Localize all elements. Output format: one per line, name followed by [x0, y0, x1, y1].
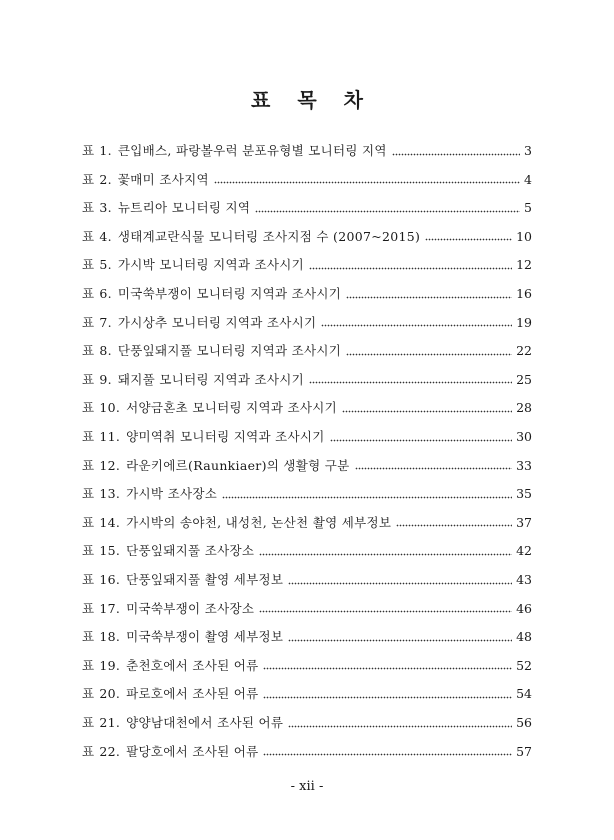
toc-entry[interactable] [82, 140, 532, 162]
page-title: 표 목 차 [251, 88, 373, 112]
toc-entry-label [82, 397, 337, 419]
toc-entry-prefix: 표 [82, 572, 95, 587]
toc-entry-prefix: 표 [82, 200, 95, 216]
toc-entry-title: 팔당호에서 조사된 어류 [126, 743, 259, 759]
toc-entry-label [82, 197, 250, 219]
toc-entry-label [82, 741, 258, 763]
toc-entry-title: 미국쑥부쟁이 촬영 세부정보 [126, 629, 284, 645]
toc-entry-label [82, 169, 209, 191]
toc-entry-number: 14. [99, 514, 121, 530]
toc-entry-page: 42 [516, 543, 532, 559]
toc-entry-prefix: 표 [82, 143, 95, 158]
toc-entry-prefix: 표 [82, 257, 95, 273]
toc-dot-leader [396, 522, 512, 530]
toc-entry-title: 가시박 모니터링 지역과 조사시기 [117, 257, 304, 273]
toc-dot-leader [392, 150, 520, 158]
toc-entry-number: 10. [99, 400, 121, 416]
toc-entry-prefix: 표 [82, 228, 95, 244]
toc-entry-page: 48 [516, 629, 532, 645]
toc-entry-page: 30 [516, 429, 532, 444]
toc-dot-leader [263, 693, 512, 701]
toc-entry[interactable] [82, 540, 532, 562]
toc-entry-prefix: 표 [82, 629, 95, 645]
toc-entry-number: 3. [99, 200, 112, 216]
toc-entry-label [82, 455, 350, 477]
toc-entry[interactable] [82, 254, 532, 276]
toc-entry-page: 28 [516, 400, 532, 416]
toc-dot-leader [346, 350, 512, 358]
toc-dot-leader [342, 407, 512, 415]
toc-dot-leader [309, 264, 512, 272]
toc-entry-number: 11. [99, 429, 121, 444]
toc-entry-page: 35 [516, 486, 532, 502]
toc-entry-prefix: 표 [82, 715, 95, 730]
toc-entry-number: 9. [99, 371, 112, 387]
toc-entry-title: 서양금혼초 모니터링 지역과 조사시기 [126, 400, 337, 416]
toc-entry-prefix: 표 [82, 400, 95, 416]
toc-dot-leader [355, 465, 513, 473]
toc-entry-prefix: 표 [82, 314, 95, 330]
toc-entry-page: 43 [516, 572, 532, 587]
toc-entry-label [82, 312, 316, 334]
toc-entry[interactable] [82, 226, 532, 248]
toc-entry-label [82, 655, 258, 677]
toc-entry-label [82, 683, 258, 705]
toc-entry-title: 생태계교란식물 모니터링 조사지점 수 (2007~2015) [117, 228, 421, 244]
toc-entry-page: 52 [516, 657, 532, 673]
toc-entry[interactable] [82, 312, 532, 334]
toc-dot-leader [288, 636, 512, 644]
toc-entry-number: 16. [99, 572, 121, 587]
toc-entry-title: 파로호에서 조사된 어류 [126, 686, 259, 702]
toc-entry-page: 22 [516, 343, 532, 359]
toc-entry-title: 춘천호에서 조사된 어류 [126, 657, 259, 673]
toc-entry-label [82, 340, 341, 362]
toc-entry[interactable] [82, 426, 532, 448]
toc-entry[interactable] [82, 455, 532, 477]
toc-entry-prefix: 표 [82, 514, 95, 530]
toc-entry[interactable] [82, 397, 532, 419]
toc-entry-label [82, 369, 304, 391]
toc-entry-number: 5. [99, 257, 112, 273]
toc-entry-prefix: 표 [82, 343, 95, 359]
toc-entry-page: 37 [516, 514, 532, 530]
toc-entry-number: 8. [99, 343, 112, 359]
toc-entry-number: 21. [99, 715, 121, 730]
toc-dot-leader [255, 207, 520, 215]
toc-entry-page: 4 [524, 171, 532, 187]
toc-dot-leader [259, 608, 512, 616]
toc-entry-prefix: 표 [82, 286, 95, 301]
toc-entry[interactable] [82, 626, 532, 648]
toc-dot-leader [214, 179, 520, 187]
toc-entry[interactable] [82, 169, 532, 191]
toc-entry-label [82, 512, 391, 534]
toc-entry-label [82, 426, 325, 448]
toc-entry[interactable] [82, 683, 532, 705]
toc-entry-title: 돼지풀 모니터링 지역과 조사시기 [117, 371, 304, 387]
toc-entry[interactable] [82, 197, 532, 219]
toc-entry-prefix: 표 [82, 657, 95, 673]
toc-entry-number: 1. [99, 143, 112, 158]
toc-entry-label [82, 254, 304, 276]
toc-entry-prefix: 표 [82, 371, 95, 387]
toc-entry-prefix: 표 [82, 543, 95, 559]
toc-entry-number: 22. [99, 743, 121, 759]
toc-entry-page: 16 [516, 286, 532, 301]
toc-dot-leader [425, 236, 512, 244]
toc-entry-number: 4. [99, 228, 112, 244]
toc-entry-number: 19. [99, 657, 121, 673]
toc-entry[interactable] [82, 569, 532, 591]
toc-entry-number: 6. [99, 286, 112, 301]
toc-entry[interactable] [82, 741, 532, 763]
toc-entry-number: 15. [99, 543, 121, 559]
toc-entry-title: 라운키에르(Raunkiaer)의 생활형 구분 [126, 457, 350, 473]
toc-entry-number: 20. [99, 686, 121, 702]
toc-entry-prefix: 표 [82, 429, 95, 444]
toc-dot-leader [288, 579, 512, 587]
toc-entry-page: 56 [516, 715, 532, 730]
toc-entry-page: 19 [516, 314, 532, 330]
toc-entry[interactable] [82, 512, 532, 534]
toc-entry-prefix: 표 [82, 600, 95, 616]
toc-entry-page: 57 [516, 743, 532, 759]
toc-entry-prefix: 표 [82, 457, 95, 473]
toc-entry-title: 단풍잎돼지풀 조사장소 [126, 543, 255, 559]
toc-entry[interactable] [82, 340, 532, 362]
toc-entry-page: 54 [516, 686, 532, 702]
toc-entry-number: 2. [99, 171, 112, 187]
toc-dot-leader [346, 293, 512, 301]
toc-entry[interactable] [82, 598, 532, 620]
toc-dot-leader [309, 379, 512, 387]
toc-entry-title: 가시박의 송야천, 내성천, 논산천 촬영 세부정보 [126, 514, 392, 530]
toc-entry-page: 46 [516, 600, 532, 616]
toc-entry-number: 13. [99, 486, 121, 502]
toc-entry-title: 단풍잎돼지풀 촬영 세부정보 [126, 572, 284, 587]
toc-entry-label [82, 598, 254, 620]
toc-entry-label [82, 540, 254, 562]
toc-entry-title: 미국쑥부쟁이 조사장소 [126, 600, 255, 616]
toc-dot-leader [263, 751, 512, 759]
toc-entry-number: 18. [99, 629, 121, 645]
toc-entry-title: 양양남대천에서 조사된 어류 [126, 715, 284, 730]
toc-entry-label [82, 712, 283, 734]
toc-entry-label [82, 569, 283, 591]
toc-entry-label [82, 626, 283, 648]
toc-entry-label [82, 283, 341, 305]
toc-entry-page: 3 [524, 143, 532, 158]
toc-entry[interactable] [82, 483, 532, 505]
toc-entry-number: 17. [99, 600, 121, 616]
toc-entry-title: 단풍잎돼지풀 모니터링 지역과 조사시기 [117, 343, 342, 359]
toc-entry-title: 미국쑥부쟁이 모니터링 지역과 조사시기 [117, 286, 342, 301]
toc-entry-label [82, 140, 387, 162]
toc-entry[interactable] [82, 369, 532, 391]
toc-entry-prefix: 표 [82, 743, 95, 759]
toc-entry[interactable] [82, 655, 532, 677]
toc-entry-prefix: 표 [82, 486, 95, 502]
toc-dot-leader [288, 722, 512, 730]
toc-dot-leader [222, 493, 512, 501]
toc-entry-page: 12 [516, 257, 532, 273]
toc-entry-page: 25 [516, 371, 532, 387]
toc-entry-number: 12. [99, 457, 121, 473]
toc-entry[interactable] [82, 712, 532, 734]
toc-entry-title: 가시상추 모니터링 지역과 조사시기 [117, 314, 317, 330]
toc-entry-title: 가시박 조사장소 [126, 486, 218, 502]
toc-dot-leader [321, 322, 512, 330]
toc-entry-prefix: 표 [82, 686, 95, 702]
toc-entry-prefix: 표 [82, 171, 95, 187]
toc-entry-number: 7. [99, 314, 112, 330]
toc-entry-label [82, 226, 420, 248]
toc-entry-page: 10 [516, 228, 532, 244]
toc-entry-page: 5 [524, 200, 532, 216]
toc-entry[interactable] [82, 283, 532, 305]
toc-dot-leader [263, 665, 512, 673]
toc-entry-label [82, 483, 217, 505]
toc-entry-title: 양미역취 모니터링 지역과 조사시기 [126, 429, 325, 444]
page-number: - xii - [290, 779, 324, 794]
toc-entry-page: 33 [516, 457, 532, 473]
toc-dot-leader [330, 436, 512, 444]
toc-entry-title: 뉴트리아 모니터링 지역 [117, 200, 251, 216]
toc-entry-title: 꽃매미 조사지역 [117, 171, 209, 187]
toc-dot-leader [259, 550, 512, 558]
toc-entry-title: 큰입배스, 파랑볼우럭 분포유형별 모니터링 지역 [117, 143, 387, 158]
